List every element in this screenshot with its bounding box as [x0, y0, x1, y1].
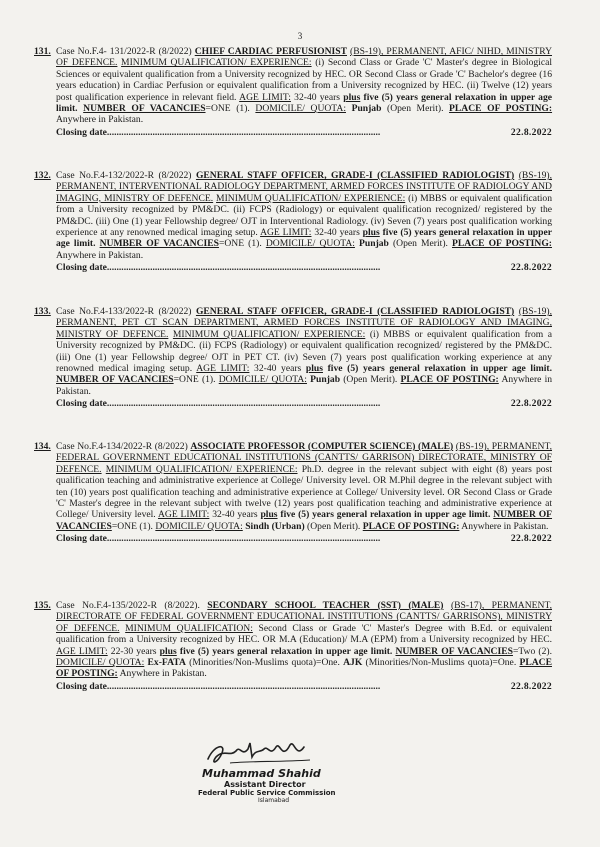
- closing-date: 22.8.2022: [510, 262, 552, 274]
- signatory-title: Assistant Director: [224, 780, 306, 789]
- closing-date-label: Closing date..................................................................................................................: [56, 398, 381, 410]
- post-title: SECONDARY SCHOOL TEACHER (SST) (MALE): [207, 600, 444, 611]
- grade-department: (BS-19), PERMANENT, PET CT SCAN DEPARTMENT, ARMED FORCES INSTITUTE OF RADIOLOGY AND IMAGING, MINISTRY OF DEFENCE.: [56, 306, 553, 340]
- closing-date-row: [56, 681, 552, 692]
- entry-number: 133.: [34, 306, 51, 317]
- closing-date: 22.8.2022: [510, 533, 552, 545]
- qualification-label: MINIMUM QUALIFICATION/ EXPERIENCE:: [216, 192, 406, 204]
- vacancy-entry-135: [34, 600, 552, 692]
- post-title: GENERAL STAFF OFFICER, GRADE-I (CLASSIFIED RADIOLOGIST): [195, 306, 515, 317]
- domicile-value: Sindh (Urban): [245, 520, 305, 532]
- domicile-quota-2: (Minorities/Non-Muslims quota)=One.: [365, 657, 517, 669]
- qualification-text: Ph.D. degree in the relevant subject with eight (8) years post qualification teaching and administrative experience at College/ University level. OR M.Phil degree in the relevant subject with ten (10) years post qualification teaching and administrative experience at College/ University level. OR Second Class or Grade 'C' Master's degree in the relevant subject with twelve (12) years post qualification teaching and administrative experience at College/ University level.: [56, 463, 552, 521]
- handwritten-signature-icon: [200, 735, 320, 769]
- plus-text: plus: [362, 227, 380, 239]
- closing-date-row: [56, 262, 552, 273]
- qualification-text: (i) MBBS or equivalent qualification from a University recognized by PM&DC. (ii) FCPS (Radiology) or equivalent qualification recognized/ registered by the PM&DC. (iii) One (1) year Fellowship degree/ OJT in Interventional Radiology. (iv) Seven (7) years post qualification working experience at any renowned medical imaging setup.: [56, 192, 552, 239]
- domicile-merit: (Open Merit).: [343, 374, 398, 386]
- posting-value: Anywhere in Pakistan.: [56, 374, 553, 397]
- signatory-organization: Federal Public Service Commission: [198, 789, 336, 797]
- relaxation-text: five (5) years general relaxation in upper age limit.: [56, 91, 552, 115]
- entry-number: 131.: [34, 46, 51, 57]
- age-limit-value: 22-30 years: [110, 645, 157, 657]
- relaxation-text: five (5) years general relaxation in upper age limit.: [327, 363, 553, 375]
- plus-text: plus: [260, 509, 278, 521]
- domicile-merit: (Open Merit).: [392, 238, 448, 250]
- vacancies-label: NUMBER OF VACANCIES: [395, 645, 513, 657]
- closing-date-label: Closing date..................................................................................................................: [56, 262, 381, 274]
- qualification-text: Second Class or Grade 'C' Master's Degree with B.Ed. or equivalent qualification from a University recognized by HEC. OR M.A (Education)/ M.A (EPM) from a University recognized by HEC.: [56, 622, 552, 646]
- vacancies-label: NUMBER OF VACANCIES: [56, 509, 553, 532]
- plus-text: plus: [343, 91, 361, 103]
- vacancies-value: =Two (2).: [512, 645, 552, 657]
- domicile-label: DOMICILE/ QUOTA:: [56, 657, 145, 669]
- grade-department: (BS-19), PERMANENT, AFIC/ NIHD, MINISTRY OF DEFENCE.: [56, 46, 552, 69]
- vacancy-entry-132: [34, 170, 552, 274]
- posting-value: Anywhere in Pakistan.: [56, 249, 144, 261]
- closing-date: 22.8.2022: [510, 680, 552, 692]
- grade-department: (BS-17), PERMANENT, DIRECTORATE OF FEDERAL GOVERNMENT EDUCATIONAL INSTITUTIONS (CANTTS/ GARRISONS), MINISTRY OF DEFENCE.: [56, 600, 552, 634]
- relaxation-text: five (5) years general relaxation in upper age limit.: [179, 645, 393, 657]
- age-limit-value: 32-40 years: [212, 509, 258, 521]
- qualification-text: (i) MBBS or equivalent qualification from a University recognized by PM&DC. (ii) FCPS (Radiology) or equivalent qualification recognized/ registered by the PM&DC. (iii) One (1) year Fellowship degree/ OJT in PET CT. (iv) Seven (7) years post qualification working experience at any renowned medical imaging setup.: [56, 328, 553, 375]
- entry-number: 132.: [34, 170, 51, 181]
- posting-label: PLACE OF POSTING:: [56, 657, 552, 680]
- vacancy-entry-131: [34, 46, 552, 138]
- entry-body: [56, 306, 552, 397]
- closing-date-label: Closing date..................................................................................................................: [56, 533, 381, 545]
- domicile-label: DOMICILE/ QUOTA:: [218, 374, 307, 386]
- age-limit-value: 32-40 years: [254, 363, 302, 375]
- domicile-label: DOMICILE/ QUOTA:: [255, 103, 346, 115]
- case-number: Case No.F.4-132/2022-R (8/2022): [56, 170, 192, 181]
- vacancies-value: =ONE (1).: [173, 374, 216, 386]
- posting-value: Anywhere in Pakistan.: [56, 114, 144, 126]
- plus-text: plus: [305, 363, 323, 375]
- closing-date-label: Closing date..................................................................................................................: [56, 126, 381, 138]
- domicile-label: DOMICILE/ QUOTA:: [155, 520, 243, 532]
- qualification-label: MINIMUM QUALIFICATION:: [125, 622, 253, 634]
- posting-value: Anywhere in Pakistan.: [461, 520, 549, 532]
- signature-block: [186, 735, 386, 804]
- domicile-value: Punjab: [359, 238, 389, 250]
- age-limit-label: AGE LIMIT:: [56, 645, 108, 657]
- qualification-text: (i) Second Class or Grade 'C' Master's degree in Biological Sciences or equivalent qualification from a University recognized by HEC. OR Second Class or Grade 'C' Bachelor's degree (16 years education) in Cardiac Perfusion or equivalent qualification from a University recognized by HEC. (ii) Twelve (12) years post qualification experience in relevant field.: [56, 57, 553, 103]
- domicile-value: Punjab: [310, 374, 341, 386]
- case-number: Case No.F.4- 131/2022-R (8/2022): [56, 46, 192, 57]
- age-limit-label: AGE LIMIT:: [157, 509, 210, 521]
- age-limit-label: AGE LIMIT:: [239, 91, 291, 103]
- age-limit-value: 32-40 years: [314, 227, 360, 239]
- posting-value: Anywhere in Pakistan.: [119, 668, 207, 680]
- age-limit-value: 32-40 years: [294, 91, 340, 103]
- case-number: Case No.F.4-134/2022-R (8/2022): [56, 441, 188, 452]
- posting-label: PLACE OF POSTING:: [362, 520, 460, 532]
- entry-body: [56, 170, 552, 261]
- vacancies-label: NUMBER OF VACANCIES: [83, 103, 206, 115]
- qualification-label: MINIMUM QUALIFICATION/ EXPERIENCE:: [172, 328, 366, 340]
- vacancy-entry-133: [34, 306, 552, 410]
- post-title: GENERAL STAFF OFFICER, GRADE-I (CLASSIFIED RADIOLOGIST): [195, 170, 515, 181]
- closing-date-row: [56, 533, 552, 544]
- closing-date: 22.8.2022: [510, 126, 552, 138]
- grade-department: (BS-19), PERMANENT, FEDERAL GOVERNMENT EDUCATIONAL INSTITUTIONS (CANTTS/ GARRISON) DIRECTORATE, MINISTRY OF DEFENCE.: [56, 441, 553, 475]
- grade-department: (BS-19), PERMANENT, INTERVENTIONAL RADIOLOGY DEPARTMENT, ARMED FORCES INSTITUTE OF RADIOLOGY AND IMAGING, MINISTRY OF DEFENCE.: [56, 170, 553, 204]
- domicile-value: Ex-FATA: [147, 657, 186, 669]
- closing-date-label: Closing date..................................................................................................................: [56, 680, 381, 692]
- vacancies-value: =ONE (1).: [218, 238, 262, 250]
- case-number: Case No.F.4-135/2022-R (8/2022).: [56, 600, 200, 611]
- relaxation-text: five (5) years general relaxation in upper age limit.: [280, 509, 491, 521]
- posting-label: PLACE OF POSTING:: [449, 103, 553, 115]
- age-limit-label: AGE LIMIT:: [196, 363, 250, 375]
- domicile-merit: (Open Merit).: [387, 103, 444, 115]
- entry-body: [56, 600, 552, 680]
- vacancies-label: NUMBER OF VACANCIES: [56, 374, 174, 386]
- age-limit-label: AGE LIMIT:: [260, 227, 312, 239]
- closing-date: 22.8.2022: [510, 398, 552, 410]
- domicile-value: Punjab: [351, 103, 382, 115]
- signatory-name: Muhammad Shahid: [202, 767, 321, 780]
- entry-body: [56, 441, 552, 532]
- domicile-value-2: AJK: [343, 657, 363, 669]
- post-title: ASSOCIATE PROFESSOR (COMPUTER SCIENCE) (MALE): [190, 441, 454, 452]
- vacancies-label: NUMBER OF VACANCIES: [99, 238, 219, 250]
- entry-body: [56, 46, 552, 126]
- entry-number: 134.: [34, 441, 51, 452]
- domicile-merit: (Open Merit).: [307, 520, 361, 532]
- closing-date-row: [56, 127, 552, 138]
- entry-number: 135.: [34, 600, 51, 611]
- qualification-label: MINIMUM QUALIFICATION/ EXPERIENCE:: [121, 57, 312, 69]
- signatory-city: Islamabad: [258, 797, 290, 804]
- qualification-label: MINIMUM QUALIFICATION/ EXPERIENCE:: [105, 463, 298, 475]
- vacancies-value: =ONE (1).: [111, 520, 153, 532]
- relaxation-text: five (5) years general relaxation in upper age limit.: [56, 227, 552, 250]
- posting-label: PLACE OF POSTING:: [400, 374, 499, 386]
- page-number: 3: [297, 31, 303, 41]
- plus-text: plus: [159, 645, 177, 657]
- post-title: CHIEF CARDIAC PERFUSIONIST: [194, 46, 348, 57]
- domicile-label: DOMICILE/ QUOTA:: [265, 238, 355, 250]
- posting-label: PLACE OF POSTING:: [452, 238, 552, 250]
- vacancies-value: =ONE (1).: [205, 103, 250, 115]
- case-number: Case No.F.4-133/2022-R (8/2022): [56, 306, 192, 317]
- vacancy-entry-134: [34, 441, 552, 545]
- domicile-quota: (Minorities/Non-Muslims quota)=One.: [189, 657, 340, 669]
- closing-date-row: [56, 398, 552, 409]
